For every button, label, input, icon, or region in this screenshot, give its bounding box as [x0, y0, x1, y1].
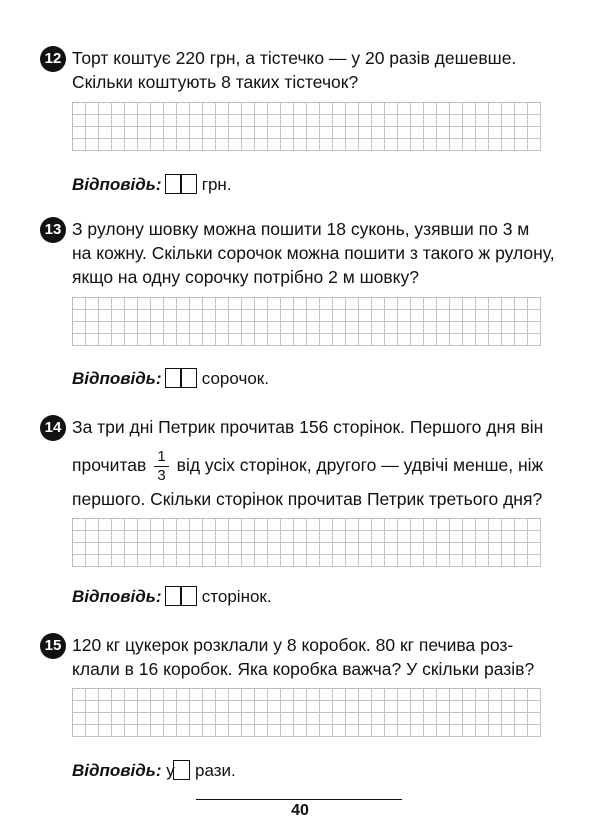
task-question — [72, 415, 543, 511]
task-question — [72, 217, 555, 289]
answer-line — [72, 760, 236, 782]
answer-label: Відповідь: — [72, 369, 162, 388]
answer-unit: сторінок. — [201, 587, 272, 606]
question-line: 120 кг цукерок розклали у 8 коробок. 80 кг печива роз- — [72, 635, 514, 655]
solution-grid[interactable] — [72, 688, 541, 737]
answer-line — [72, 174, 232, 196]
task-question — [72, 46, 516, 94]
answer-digit-box[interactable] — [165, 368, 182, 388]
task-number-badge: 12 — [40, 46, 66, 72]
question-line: першого. Скільки сторінок прочитав Петрик третього дня? — [72, 489, 543, 509]
question-line: Скільки коштують 8 таких тістечок? — [72, 72, 359, 92]
question-line: За три дні Петрик прочитав 156 сторінок. Першого дня він — [72, 417, 544, 437]
answer-digit-box[interactable] — [180, 174, 197, 194]
task-number-badge: 13 — [40, 217, 66, 243]
question-line: на кожну. Скільки сорочок можна пошити з такого ж рулону, — [72, 243, 555, 263]
fraction-numerator: 1 — [154, 448, 168, 467]
question-text: від усіх сторінок, другого — удвічі менше, ніж — [176, 455, 544, 475]
answer-unit: сорочок. — [201, 369, 269, 388]
task-number-badge: 15 — [40, 633, 66, 659]
answer-digit-box[interactable] — [180, 586, 197, 606]
question-line: клали в 16 коробок. Яка коробка важча? У скільки разів? — [72, 659, 535, 679]
page-number: 40 — [291, 802, 309, 819]
answer-digit-box[interactable] — [165, 174, 182, 194]
fraction — [154, 448, 168, 485]
answer-prefix: у — [166, 761, 175, 780]
question-line: З рулону шовку можна пошити 18 суконь, узявши по 3 м — [72, 219, 530, 239]
question-line: Торт коштує 220 грн, а тістечко — у 20 разів дешевше. — [72, 48, 517, 68]
fraction-denominator: 3 — [157, 466, 166, 484]
answer-line — [72, 368, 269, 390]
footer-divider — [196, 799, 402, 800]
question-text: прочитав — [72, 455, 147, 475]
task-question — [72, 633, 534, 681]
solution-grid[interactable] — [72, 102, 541, 151]
answer-unit: рази. — [195, 761, 236, 780]
task-number-badge: 14 — [40, 415, 66, 441]
answer-label: Відповідь: — [72, 761, 162, 780]
answer-digit-box[interactable] — [165, 586, 182, 606]
answer-unit: грн. — [201, 175, 232, 194]
answer-label: Відповідь: — [72, 587, 162, 606]
question-line-with-fraction — [72, 443, 543, 487]
answer-label: Відповідь: — [72, 175, 162, 194]
solution-grid[interactable] — [72, 297, 541, 346]
answer-digit-box[interactable] — [173, 760, 190, 780]
solution-grid[interactable] — [72, 518, 541, 567]
answer-line — [72, 586, 272, 608]
question-line: якщо на одну сорочку потрібно 2 м шовку? — [72, 267, 420, 287]
answer-digit-box[interactable] — [180, 368, 197, 388]
